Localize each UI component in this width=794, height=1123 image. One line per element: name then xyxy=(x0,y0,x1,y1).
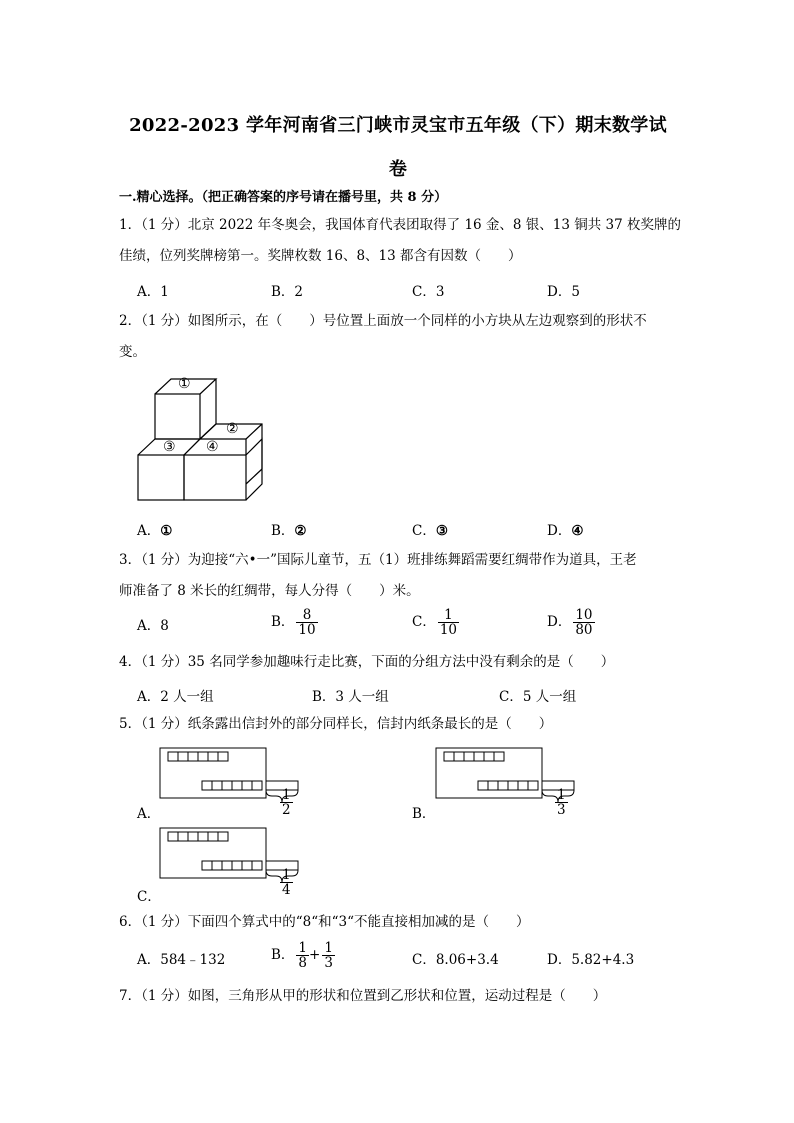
question-2-line-1: 2．（1 分）如图所示，在（ ）号位置上面放一个同样的小方块从左边观察到的形状不 xyxy=(119,313,647,329)
cube-figure xyxy=(136,376,266,504)
q3-option-d[interactable] xyxy=(547,608,595,637)
fraction-denominator: 8 xyxy=(298,955,308,971)
question-1 xyxy=(119,210,682,272)
fraction-numerator: 1 xyxy=(324,940,333,956)
q2-option-c-prefix: C． xyxy=(412,523,436,539)
q5-option-b-label[interactable]: B． xyxy=(412,806,436,822)
fraction-numerator: 8 xyxy=(302,607,312,623)
q2-option-c[interactable] xyxy=(412,519,448,539)
title-line-1: 2022-2023 学年河南省三门峡市灵宝市五年级（下）期末数学试 xyxy=(129,115,667,136)
q6-option-b[interactable] xyxy=(271,941,335,970)
q4-option-b[interactable]: B．3 人一组 xyxy=(312,689,389,705)
q3-option-d-prefix: D． xyxy=(547,614,572,630)
figure-label-4: ④ xyxy=(206,439,219,455)
q1-option-a[interactable]: A．1 xyxy=(137,284,169,300)
fraction-denominator: 10 xyxy=(439,622,458,638)
q2-option-a[interactable] xyxy=(137,519,172,539)
q2-option-b[interactable] xyxy=(271,519,307,539)
question-4-line-1: 4．（1 分）35 名同学参加趣味行走比赛，下面的分组方法中没有剩余的是（ ） xyxy=(119,654,615,670)
section-heading: 一.精心选择。（把正确答案的序号请在播号里，共 8 分） xyxy=(119,190,448,205)
q1-option-d[interactable]: D．5 xyxy=(547,284,580,300)
fraction-numerator: 1 xyxy=(282,787,291,803)
q3-option-a-prefix: A． xyxy=(137,618,161,634)
q6-option-d[interactable]: D．5.82+4.3 xyxy=(547,952,635,968)
question-2 xyxy=(119,306,679,368)
question-3 xyxy=(119,545,679,607)
q6-option-b-fraction-1 xyxy=(296,941,309,970)
question-6 xyxy=(119,907,679,938)
question-7-line-1: 7．（1 分）如图，三角形从甲的形状和位置到乙形状和位置，运动过程是（ ） xyxy=(119,988,607,1004)
q3-option-c[interactable] xyxy=(412,608,459,637)
q1-option-c[interactable]: C．3 xyxy=(412,284,445,300)
q4-option-a[interactable]: A．2 人一组 xyxy=(137,689,214,705)
q2-option-d-mark: ④ xyxy=(571,523,584,539)
q2-option-a-prefix: A． xyxy=(137,523,161,539)
title-line-2: 卷 xyxy=(388,159,408,180)
q2-option-b-prefix: B． xyxy=(271,523,295,539)
q3-option-b[interactable] xyxy=(271,608,318,637)
fraction-denominator: 3 xyxy=(324,955,333,971)
q2-option-d-prefix: D． xyxy=(547,523,572,539)
question-7 xyxy=(119,981,679,1012)
question-2-line-2: 变。 xyxy=(119,344,146,360)
q6-option-a[interactable]: A．584﹣132 xyxy=(137,952,226,968)
question-1-line-2: 佳绩，位列奖牌榜第一。奖牌枚数 16、8、13 都含有因数（ ） xyxy=(119,248,522,264)
q3-option-a-text: 8 xyxy=(160,618,169,634)
fraction-numerator: 1 xyxy=(557,787,566,803)
q6-option-b-prefix: B． xyxy=(271,947,295,963)
fraction-denominator: 80 xyxy=(575,622,593,638)
q5-option-a-label[interactable]: A． xyxy=(137,806,161,822)
q2-option-b-mark: ② xyxy=(294,523,307,539)
q5-option-c-label[interactable]: C． xyxy=(137,889,161,905)
fraction-numerator: 10 xyxy=(575,607,593,623)
q4-option-c[interactable]: C．5 人一组 xyxy=(499,689,577,705)
fraction-numerator: 1 xyxy=(282,867,291,883)
fraction-denominator: 2 xyxy=(282,802,291,818)
q3-option-c-prefix: C． xyxy=(412,614,436,630)
question-5-line-1: 5．（1 分）纸条露出信封外的部分同样长，信封内纸条最长的是（ ） xyxy=(119,716,553,732)
fraction-numerator: 1 xyxy=(444,607,453,623)
q6-option-c[interactable]: C．8.06+3.4 xyxy=(412,952,499,968)
q1-option-b[interactable]: B．2 xyxy=(271,284,304,300)
fraction-denominator: 4 xyxy=(282,882,291,898)
question-3-line-2: 师准备了 8 米长的红绸带，每人分得（ ）米。 xyxy=(119,583,420,599)
q5-option-b-fraction xyxy=(555,788,568,817)
q3-option-b-prefix: B． xyxy=(271,614,295,630)
question-4 xyxy=(119,647,679,678)
q3-option-d-fraction xyxy=(573,608,594,637)
question-3-line-1: 3．（1 分）为迎接“六•一”国际儿童节，五（1）班排练舞蹈需要红绸带作为道具，王老 xyxy=(119,552,637,568)
question-6-line-1: 6．（1 分）下面四个算式中的“8“和“3“不能直接相加减的是（ ） xyxy=(119,914,530,930)
plus-sign: + xyxy=(309,947,321,963)
question-5 xyxy=(119,709,679,740)
fraction-denominator: 10 xyxy=(298,622,316,638)
q5-option-c-fraction xyxy=(280,868,293,897)
q2-option-a-mark: ① xyxy=(160,523,173,539)
fraction-numerator: 1 xyxy=(298,940,308,956)
q6-option-b-fraction-2 xyxy=(322,941,335,970)
figure-label-2: ② xyxy=(226,421,239,437)
exam-title xyxy=(118,104,678,192)
fraction-denominator: 3 xyxy=(557,802,566,818)
q2-option-c-mark: ③ xyxy=(435,523,448,539)
question-1-line-1: 1．（1 分）北京 2022 年冬奥会，我国体育代表团取得了 16 金、8 银、13 铜共 37 枚奖牌的 xyxy=(119,217,682,233)
q3-option-c-fraction xyxy=(438,608,459,637)
q5-option-a-fraction xyxy=(280,788,293,817)
figure-label-3: ③ xyxy=(163,439,176,455)
figure-label-1: ① xyxy=(178,376,191,392)
q3-option-b-fraction xyxy=(296,608,317,637)
q3-option-a[interactable] xyxy=(137,614,169,634)
q2-option-d[interactable] xyxy=(547,519,583,539)
